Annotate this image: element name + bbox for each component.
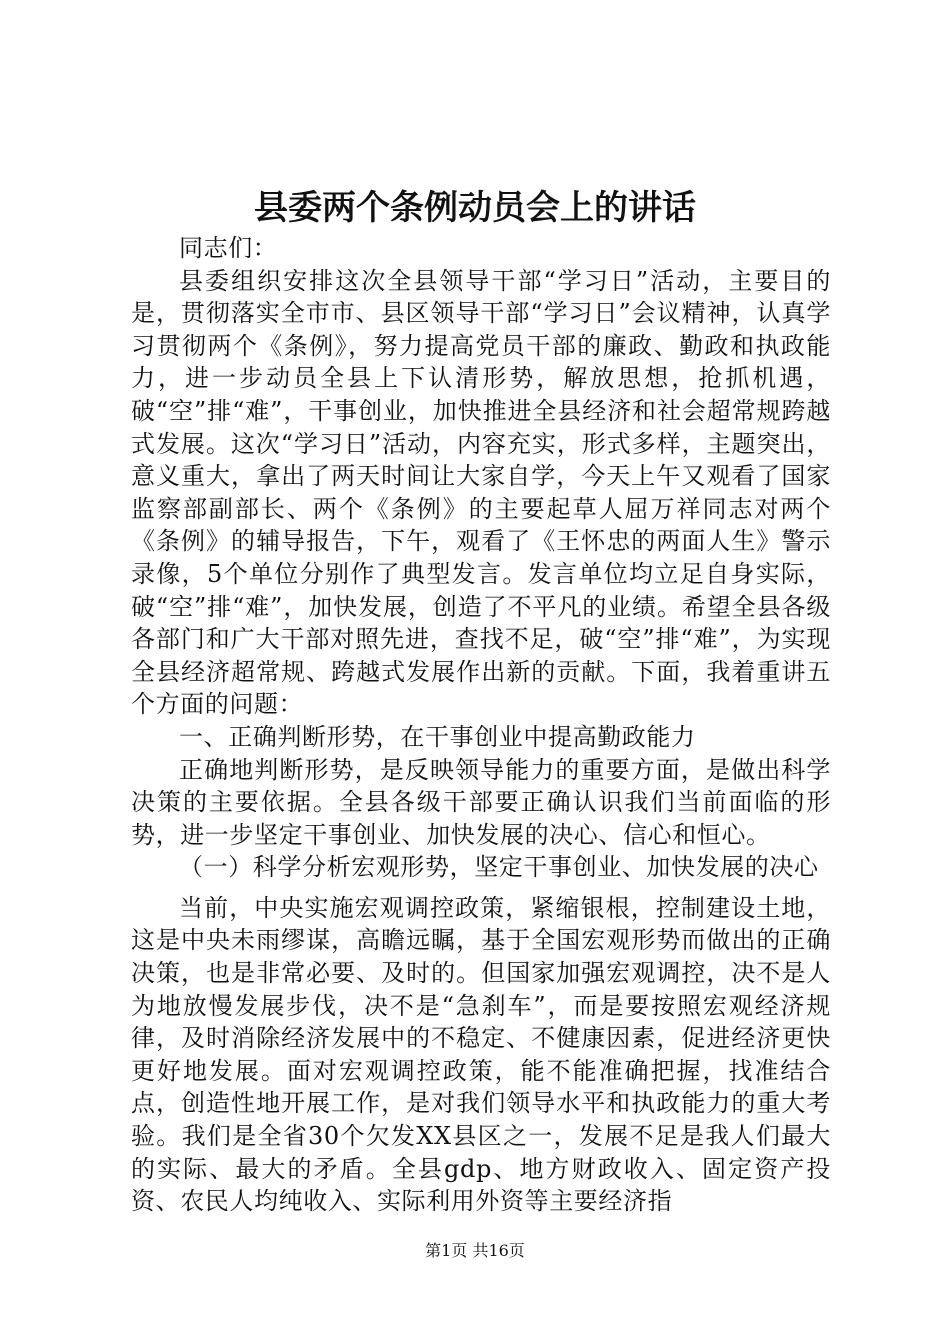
document-body <box>131 232 831 1218</box>
intro-paragraph: 县委组织安排这次全县领导干部“学习日”活动，主要目的是，贯彻落实全市市、县区领导干部“学习日”会议精神，认真学习贯彻两个《条例》，努力提高党员干部的廉政、勤政和执政能力，进一步动员全县上下认清形势，解放思想，抢抓机遇，破“空”排“难”，干事创业，加快推进全县经济和社会超常规跨越式发展。这次“学习日”活动，内容充实，形式多样，主题突出，意义重大，拿出了两天时间让大家自学，今天上午又观看了国家监察部副部长、两个《条例》的主要起草人屈万祥同志对两个《条例》的辅导报告，下午，观看了《王怀忠的两面人生》警示录像，5个单位分别作了典型发言。发言单位均立足自身实际，破“空”排“难”，加快发展，创造了不平凡的业绩。希望全县各级各部门和广大干部对照先进，查找不足，破“空”排“难”，为实现全县经济超常规、跨越式发展作出新的贡献。下面，我着重讲五个方面的问题： <box>131 266 831 719</box>
section-heading-1: 一、正确判断形势，在干事创业中提高勤政能力 <box>179 722 696 751</box>
section-1-paragraph: 正确地判断形势，是反映领导能力的重要方面，是做出科学决策的主要依据。全县各级干部要正确认识我们当前面临的形势，进一步坚定干事创业、加快发展的决心、信心和恒心。 <box>131 755 831 849</box>
document-title: 县委两个条例动员会上的讲话 <box>254 188 696 228</box>
subsection-heading-1: （一）科学分析宏观形势，坚定干事创业、加快发展的决心 <box>179 853 819 882</box>
salutation-paragraph: 同志们： <box>179 234 278 262</box>
page-number-footer: 第1页 共16页 <box>425 1241 525 1260</box>
subsection-1-paragraph: 当前，中央实施宏观调控政策，紧缩银根，控制建设土地，这是中央未雨缪谋，高瞻远瞩，基于全国宏观形势而做出的正确决策，也是非常必要、及时的。但国家加强宏观调控，决不是人为地放慢发展步伐，决不是“急刹车”，而是要按照宏观经济规律，及时消除经济发展中的不稳定、不健康因素，促进经济更快更好地发展。面对宏观调控政策，能不能准确把握，找准结合点，创造性地开展工作，是对我们领导水平和执政能力的重大考验。我们是全省30个欠发XX县区之一，发展不足是我人们最大的实际、最大的矛盾。全县gdp、地方财政收入、固定资产投资、农民人均纯收入、实际利用外资等主要经济指 <box>131 893 831 1216</box>
